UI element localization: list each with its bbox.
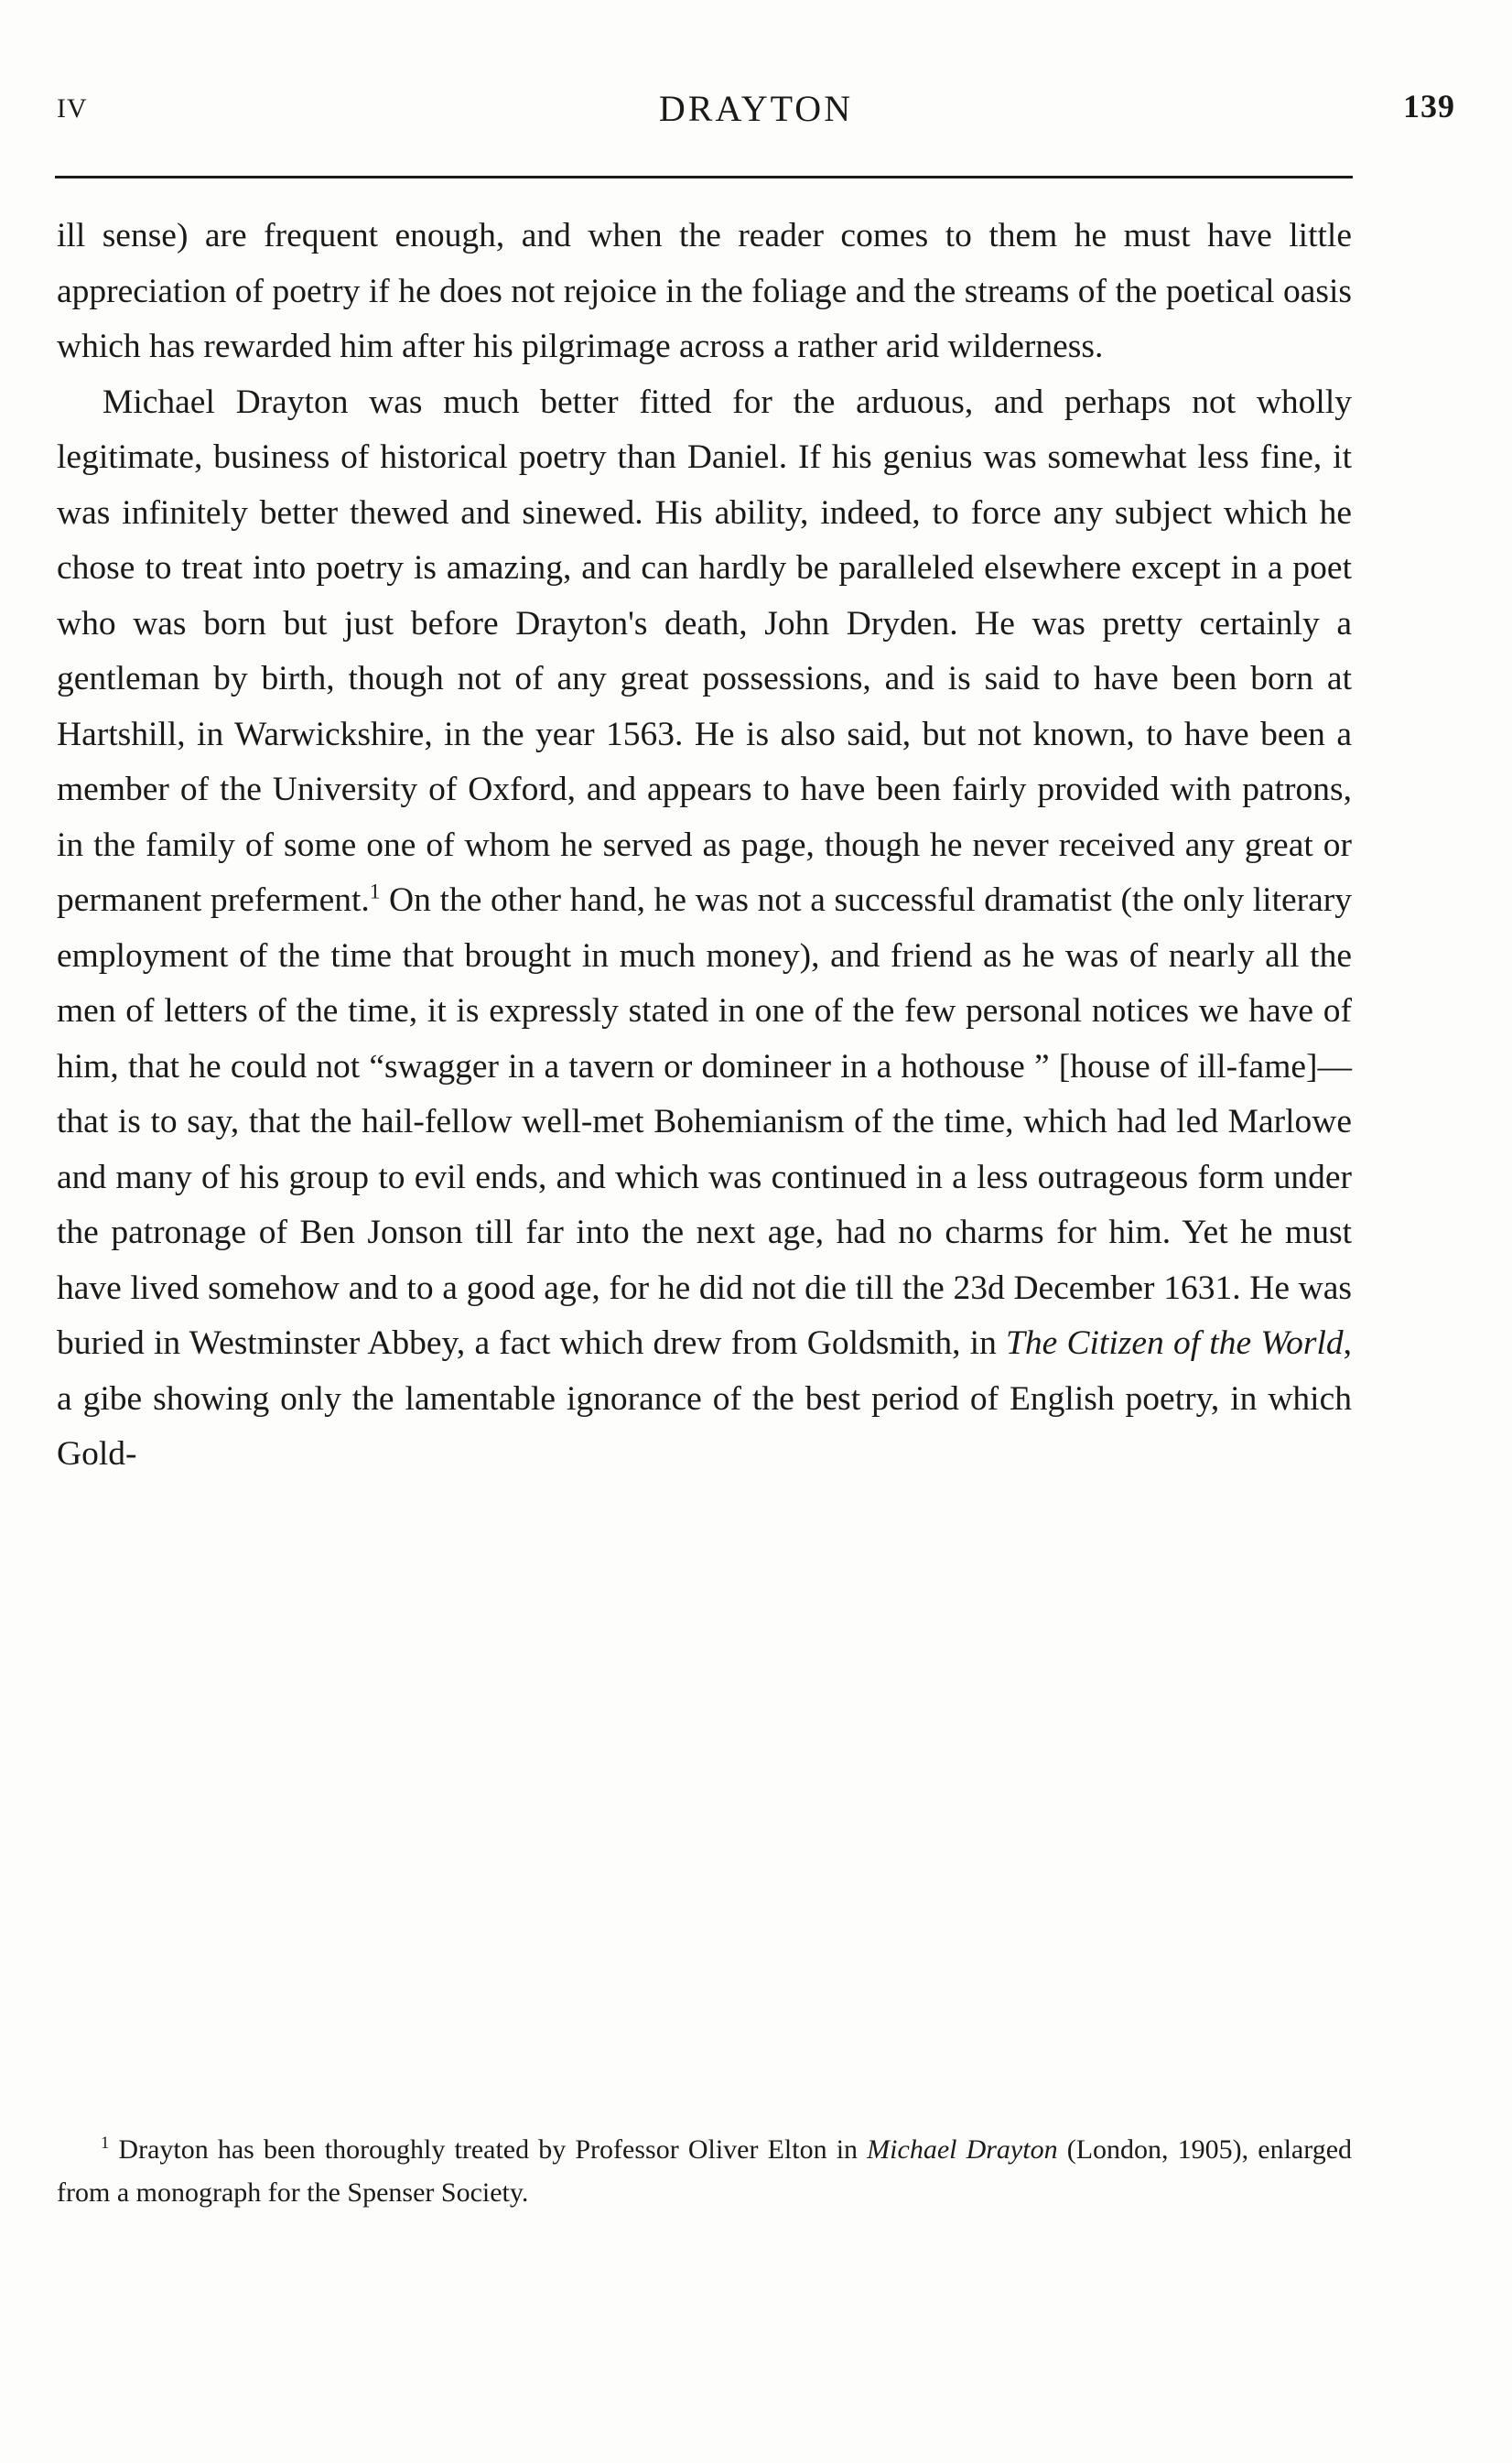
page-number: 139 <box>1403 88 1455 124</box>
paragraph-2-text-c: , a gibe showing only the lamentable ignorance of the best period of English poetry, in which Gold- <box>57 1324 1352 1473</box>
running-title: DRAYTON <box>658 88 854 129</box>
footnote-book-title: Michael Drayton <box>867 2134 1058 2165</box>
paragraph-1: ill sense) are frequent enough, and when the reader comes to them he must have little appreciation of poetry if he does not rejoice in the foliage and the streams of the poetical oasis which has rewarded him after his pilgrimage across a rather arid wilderness. <box>57 217 1352 365</box>
footnote-text-a: Drayton has been thoroughly treated by Professor Oliver Elton in <box>109 2134 868 2165</box>
body-text <box>57 209 1352 1483</box>
page-header <box>57 87 1455 129</box>
footnote-1 <box>57 2128 1352 2214</box>
footnote-marker: 1 <box>101 2134 110 2153</box>
chapter-number: IV <box>57 93 88 124</box>
book-title-citizen-of-the-world: The Citizen of the World <box>1006 1324 1344 1362</box>
footnote-reference: 1 <box>369 880 381 904</box>
paragraph-2-text-a: Michael Drayton was much better fitted for the arduous, and perhaps not wholly legitimate, business of historical poetry than Daniel. If his genius was somewhat less fine, it was infinitely better thewed and sinewed. His ability, indeed, to force any subject which he chose to treat into poetry is amazing, and can hardly be paralleled elsewhere except in a poet who was born but just before Drayton's death, John Dryden. He was pretty certainly a gentleman by birth, though not of any great possessions, and is said to have been born at Hartshill, in Warwickshire, in the year 1563. He is also said, but not known, to have been a member of the University of Oxford, and appears to have been fairly provided with patrons, in the family of some one of whom he served as page, though he never received any great or permanent preferment. <box>57 383 1352 919</box>
footnote-block <box>57 2128 1352 2214</box>
footnote-text-b: (London, 1905), enlarged from a monograph for the Spenser Society. <box>57 2134 1353 2208</box>
header-divider <box>55 176 1353 178</box>
paragraph-2-text-b: On the other hand, he was not a successful dramatist (the only literary employment of the time that brought in much money), and friend as he was of nearly all the men of letters of the time, it is expressly stated in one of the few personal notices we have of him, that he could not “swagger in a tavern or domineer in a hothouse ” [house of ill-fame]—that is to say, that the hail-fellow well-met Bohemianism of the time, which had led Marlowe and many of his group to evil ends, and which was continued in a less outrageous form under the patronage of Ben Jonson till far into the next age, had no charms for him. Yet he must have lived somehow and to a good age, for he did not die till the 23d December 1631. He was buried in Westminster Abbey, a fact which drew from Goldsmith, in <box>57 881 1352 1362</box>
paragraph-2 <box>57 375 1352 1483</box>
